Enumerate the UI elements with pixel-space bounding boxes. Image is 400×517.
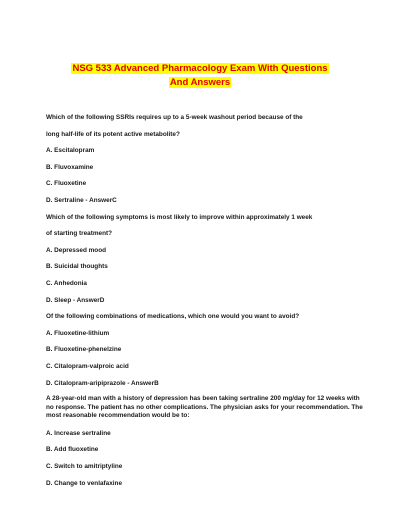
title-line-2: And Answers <box>169 77 231 88</box>
question-2-line-1: Which of the following symptoms is most likely to improve within approximately 1 week <box>46 213 313 221</box>
question-3-option-a: A. Fluoxetine-lithium <box>46 329 110 337</box>
question-4-option-c: C. Switch to amitriptyline <box>46 463 123 471</box>
question-2-option-b: B. Suicidal thoughts <box>46 263 108 271</box>
title-line-1: NSG 533 Advanced Pharmacology Exam With Questions <box>72 63 328 74</box>
question-2-line-2: of starting treatment? <box>46 230 113 238</box>
question-3-option-d: D. Citalopram-aripiprazole - AnswerB <box>46 379 159 387</box>
question-1-option-d: D. Sertraline - AnswerC <box>46 196 117 204</box>
question-4-paragraph: A 28-year-old man with a history of depression has been taking sertraline 200 mg/day for 12 weeks with no response. The patient has no other complications. The physician asks for your recommendation. The most reasonable recommendation would be to: <box>46 395 363 420</box>
question-1-line-2: long half-life of its potent active metabolite? <box>46 130 180 138</box>
question-2-option-d: D. Sleep - AnswerD <box>46 296 105 304</box>
question-1-option-a: A. Escitalopram <box>46 147 95 155</box>
question-4-option-d: D. Change to venlafaxine <box>46 479 122 487</box>
document-body <box>46 113 364 495</box>
question-4-option-b: B. Add fluoxetine <box>46 446 99 454</box>
question-3-option-b: B. Fluoxetine-phenelzine <box>46 346 122 354</box>
document-title <box>0 62 400 90</box>
question-4-option-a: A. Increase sertraline <box>46 429 111 437</box>
question-1-option-b: B. Fluvoxamine <box>46 163 94 171</box>
question-3-option-c: C. Citalopram-valproic acid <box>46 362 129 370</box>
question-3-line-1: Of the following combinations of medications, which one would you want to avoid? <box>46 313 300 321</box>
question-2-option-c: C. Anhedonia <box>46 279 87 287</box>
question-1-line-1: Which of the following SSRIs requires up to a 5-week washout period because of the <box>46 114 303 121</box>
question-2-option-a: A. Depressed mood <box>46 246 107 254</box>
question-1-option-c: C. Fluoxetine <box>46 180 87 188</box>
